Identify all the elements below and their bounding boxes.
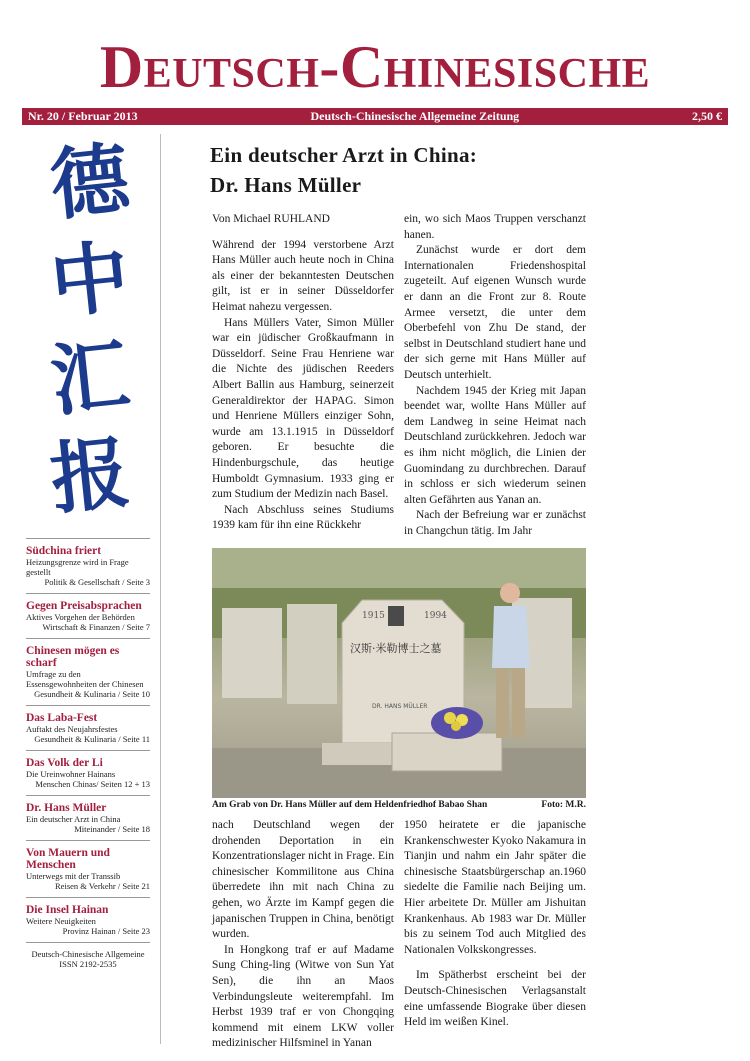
paragraph: Nach der Befreiung war er zunächst in Changchun tätig. Im Jahr [404, 509, 586, 537]
issue-number: Nr. 20 / Februar 2013 [28, 109, 138, 123]
teaser-item[interactable] [26, 840, 150, 897]
stele-plate: DR. HANS MÜLLER [372, 703, 428, 710]
teaser-desc: Aktives Vorgehen der Behörden [26, 612, 135, 622]
headline-line-1: Ein deutscher Arzt in China: [210, 143, 478, 167]
photo-illustration [212, 548, 586, 798]
teaser-headline: Dr. Hans Müller [26, 802, 107, 814]
issue-bar [22, 108, 728, 125]
photo-credit: Foto: M.R. [541, 800, 586, 810]
teaser-desc: Heizungsgrenze wird in Frage gestellt [26, 557, 129, 577]
teaser-item[interactable] [26, 638, 150, 705]
photo-caption-row [212, 800, 586, 810]
article-column-1 [212, 212, 394, 534]
teaser-ref: Politik & Gesellschaft / Seite 3 [44, 577, 150, 587]
paragraph: In Hongkong traf er auf Madame Sung Ching-ling (Witwe von Sun Yat Sen), die ihn an Maos Verbindungsleute weiterempfahl. Im Herbst 1939 traf er von Chongqing kommend mit einem LKW voller medizinischer Hilfsminel in Yanan [212, 943, 394, 1050]
masthead-title: Deutsch-Chinesische [99, 34, 651, 100]
teaser-headline: Das Volk der Li [26, 757, 103, 769]
teaser-ref: Gesundheit & Kulinaria / Seite 10 [34, 689, 150, 699]
paragraph: 1950 heiratete er die japanische Krankenschwester Kyoko Nakamura in Tianjin und nahm ein Jahr später die chinesische Staatsbürgerschap an.1960 siedelte die Familie nach Beijing um. Hier arbeitete Dr. Müller am Jishuitan Krankenhaus. Ab 1983 war Dr. Müller bis zu seinem Tod auch Mitglied des Nationalen Volkskongresses. [404, 819, 586, 956]
teaser-headline: Chinesen mögen es scharf [26, 645, 120, 669]
issn: ISSN 2192-2535 [59, 959, 117, 969]
paragraph: Zunächst wurde er dort dem Internationalen Friedenshospital zugeteilt. Auf eigenen Wunsch wurde er dann an die Front zur 8. Route Armee versetzt, die unter dem Oberbefehl von Zhu De stand, der selbst in Deutschland studiert hane und der sich gerne mit Hans Müller auf Deutsch unterhielt. [404, 244, 586, 381]
teaser-headline: Das Laba-Fest [26, 712, 98, 724]
article-column-4 [404, 818, 586, 1031]
teaser-item[interactable] [26, 750, 150, 795]
paragraph: Nachdem 1945 der Krieg mit Japan beendet war, wollte Hans Müller auf dem Landweg in seine Heimat nach Deutschland zurückkehren. Jedoch war es ihm nicht möglich, die Linien der Guomindang zu durchbrechen. Darauf in schloss er sich wiederum seinen alten Gefährten aus Yanan an. [404, 384, 586, 506]
column-divider [160, 134, 161, 1044]
teaser-desc: Auftakt des Neujahrsfestes [26, 724, 118, 734]
headline-line-2: Dr. Hans Müller [210, 173, 362, 197]
teaser-ref: Wirtschaft & Finanzen / Seite 7 [42, 622, 150, 632]
paragraph: Hans Müllers Vater, Simon Müller war ein jüdischer Großkaufmann in Düsseldorf. Seine Frau Henriene war die Nichte des jüdischen Reeders Albert Ballin aus Hamburg, seinerzeit Generaldirektor der HAPAG. Simon und Henriene Müllers einziger Sohn, wurde am 13.1.1915 in Düsseldorf geboren. Er besuchte die Hindenburgschule, das heutige Humboldt Gymnasium. 1933 ging er zum Studium der Medizin nach Basel. [212, 316, 394, 501]
teaser-item[interactable] [26, 705, 150, 750]
paper-name: Deutsch-Chinesische Allgemeine Zeitung [310, 109, 520, 123]
teaser-ref: Miteinander / Seite 18 [74, 824, 150, 834]
paragraph: Nach Abschluss seines Studiums 1939 kam für ihn eine Rückkehr [212, 503, 394, 532]
stele-inscription: 汉斯·米勒博士之墓 [350, 642, 442, 655]
teaser-list [26, 538, 150, 969]
teaser-headline: Von Mauern und Menschen [26, 847, 110, 871]
photo-caption: Am Grab von Dr. Hans Müller auf dem Heldenfriedhof Babao Shan [212, 800, 488, 810]
teaser-item[interactable] [26, 538, 150, 593]
issue-price: 2,50 € [692, 109, 722, 123]
byline: Von Michael RUHLAND [212, 213, 330, 225]
logo-char: 德 [46, 133, 134, 232]
teaser-item[interactable] [26, 593, 150, 638]
paragraph: Während der 1994 verstorbene Arzt Hans Müller auch heute noch in China als einer der bekanntesten Deutschen gilt, ist er in seiner Düsseldorfer Heimat nahezu vergessen. [212, 238, 394, 313]
sidebar [26, 133, 154, 969]
paragraph: ein, wo sich Maos Truppen verschanzt hanen. [404, 213, 586, 241]
article-column-3 [212, 818, 394, 1052]
teaser-item[interactable] [26, 897, 150, 942]
paragraph: Im Spätherbst erscheint bei der Deutsch-Chinesischen Verlagsanstalt eine umfassende Biograke über diesen Held im weißen Kinel. [404, 969, 586, 1029]
teaser-ref: Reisen & Verkehr / Seite 21 [55, 881, 150, 891]
publisher-name: Deutsch-Chinesische Allgemeine [31, 949, 145, 959]
teaser-item[interactable] [26, 795, 150, 840]
teaser-headline: Gegen Preisabsprachen [26, 600, 142, 612]
teaser-desc: Ein deutscher Arzt in China [26, 814, 121, 824]
stele-year-right: 1994 [424, 611, 447, 621]
logo-char: 报 [46, 427, 134, 526]
article-column-2 [404, 212, 586, 539]
calligraphy-logo [26, 134, 154, 539]
logo-char: 中 [46, 231, 134, 330]
paragraph: nach Deutschland wegen der drohenden Deportation in ein Konzentrationslager nicht in Frage. Ein chinesischer Kommilitone aus China überredete ihn mit nach China zu gehen, wo Ärzte im Kampf gegen die japanischen Truppen in China, benötigt wurden. [212, 819, 394, 941]
stele-year-left: 1915 [362, 611, 385, 621]
grave-photo [212, 548, 586, 798]
teaser-desc: Umfrage zu den Essensgewohnheiten der Chinesen [26, 669, 144, 689]
sidebar-footer [26, 942, 150, 969]
logo-char: 汇 [46, 329, 134, 428]
teaser-ref: Menschen Chinas/ Seiten 12 + 13 [35, 779, 150, 789]
teaser-ref: Provinz Hainan / Seite 23 [62, 926, 150, 936]
teaser-headline: Die Insel Hainan [26, 904, 109, 916]
teaser-desc: Die Ureinwohner Hainans [26, 769, 116, 779]
article-headline [210, 140, 710, 200]
teaser-ref: Gesundheit & Kulinaria / Seite 11 [34, 734, 150, 744]
teaser-desc: Unterwegs mit der Transsib [26, 871, 121, 881]
teaser-headline: Südchina friert [26, 545, 102, 557]
teaser-desc: Weitere Neuigkeiten [26, 916, 96, 926]
